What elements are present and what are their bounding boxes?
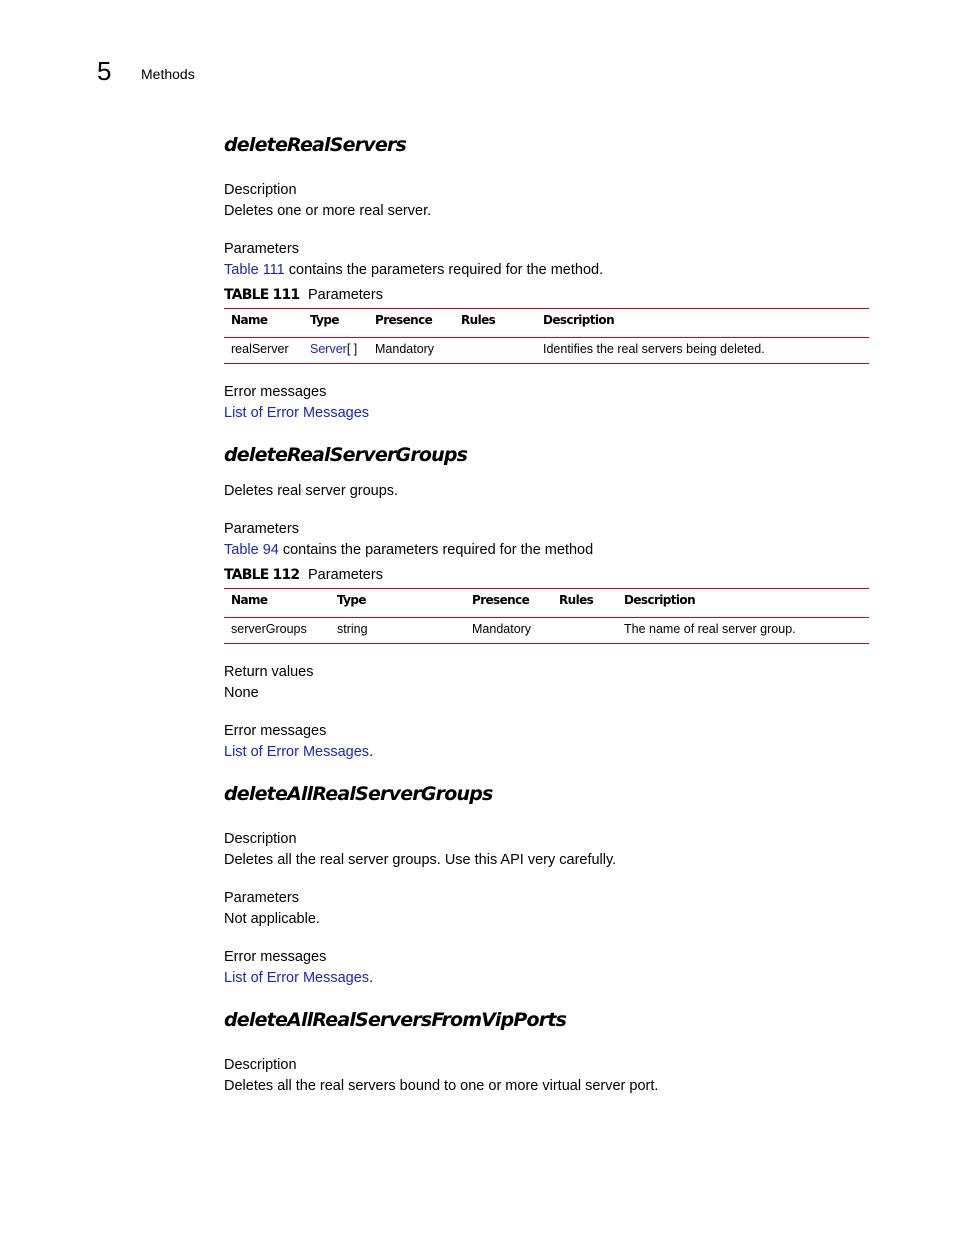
parameters-heading: Parameters: [224, 521, 299, 537]
table-caption: [224, 286, 383, 304]
table-cell-type: string: [337, 622, 368, 636]
description-text: Deletes all the real server groups. Use this API very carefully.: [224, 852, 617, 868]
table-cell-description: Identifies the real servers being deleted.: [543, 342, 765, 356]
error-messages-text: [224, 969, 373, 987]
description-heading: Description: [224, 1057, 297, 1073]
description-text: Deletes one or more real server.: [224, 203, 432, 219]
table-header-type: Type: [337, 593, 366, 607]
parameters-text-rest: contains the parameters required for the method: [278, 542, 594, 558]
table-label: TABLE 111: [224, 287, 300, 303]
table-caption: [224, 566, 383, 584]
parameters-heading: Parameters: [224, 241, 299, 257]
table-bottom-rule: [224, 643, 869, 644]
table-top-rule: [224, 308, 869, 309]
table-link[interactable]: Table 94: [224, 542, 279, 558]
return-values-heading: Return values: [224, 664, 314, 680]
chapter-number: 5: [97, 56, 112, 86]
error-messages-heading: Error messages: [224, 384, 327, 400]
parameters-text: [224, 541, 593, 559]
section-title-delete-all-real-servers-from-vip-ports: deleteAllRealServersFromVipPorts: [224, 1009, 567, 1031]
error-suffix: .: [369, 744, 374, 760]
server-type-link[interactable]: Server: [310, 342, 347, 356]
parameters-text-rest: contains the parameters required for the method.: [284, 262, 604, 278]
table-header-rules: Rules: [559, 593, 594, 607]
table-header-type: Type: [310, 313, 339, 327]
error-messages-heading: Error messages: [224, 723, 327, 739]
table-header-name: Name: [231, 593, 268, 607]
error-list-link[interactable]: List of Error Messages: [224, 970, 370, 986]
table-header-description: Description: [543, 313, 615, 327]
table-cell-type: [310, 341, 357, 357]
error-messages-heading: Error messages: [224, 949, 327, 965]
table-header-presence: Presence: [375, 313, 433, 327]
chapter-title: Methods: [141, 66, 195, 82]
table-cell-name: realServer: [231, 342, 289, 356]
table-cell-name: serverGroups: [231, 622, 307, 636]
table-cell-presence: Mandatory: [472, 622, 532, 636]
table-header-description: Description: [624, 593, 696, 607]
table-title: Parameters: [308, 567, 383, 583]
table-title: Parameters: [308, 287, 383, 303]
parameters-text: [224, 261, 603, 279]
table-label: TABLE 112: [224, 567, 300, 583]
table-header-name: Name: [231, 313, 268, 327]
table-bottom-rule: [224, 363, 869, 364]
table-link[interactable]: Table 111: [224, 262, 285, 278]
table-header-rule: [224, 617, 869, 618]
table-header-presence: Presence: [472, 593, 530, 607]
error-list-link[interactable]: List of Error Messages: [224, 405, 370, 421]
return-values-text: None: [224, 685, 259, 701]
parameters-heading: Parameters: [224, 890, 299, 906]
type-suffix: [ ]: [346, 342, 358, 356]
error-messages-text: [224, 404, 369, 422]
description-text: Deletes all the real servers bound to one or more virtual server port.: [224, 1078, 659, 1094]
section-title-delete-real-server-groups: deleteRealServerGroups: [224, 444, 468, 466]
description-text: Deletes real server groups.: [224, 483, 399, 499]
table-header-rule: [224, 337, 869, 338]
section-title-delete-all-real-server-groups: deleteAllRealServerGroups: [224, 783, 493, 805]
description-heading: Description: [224, 182, 297, 198]
table-cell-presence: Mandatory: [375, 342, 435, 356]
error-messages-text: [224, 743, 373, 761]
error-list-link[interactable]: List of Error Messages: [224, 744, 370, 760]
table-cell-description: The name of real server group.: [624, 622, 796, 636]
description-heading: Description: [224, 831, 297, 847]
section-title-delete-real-servers: deleteRealServers: [224, 134, 407, 156]
error-suffix: .: [369, 970, 374, 986]
parameters-text: Not applicable.: [224, 911, 320, 927]
table-top-rule: [224, 588, 869, 589]
table-header-rules: Rules: [461, 313, 496, 327]
